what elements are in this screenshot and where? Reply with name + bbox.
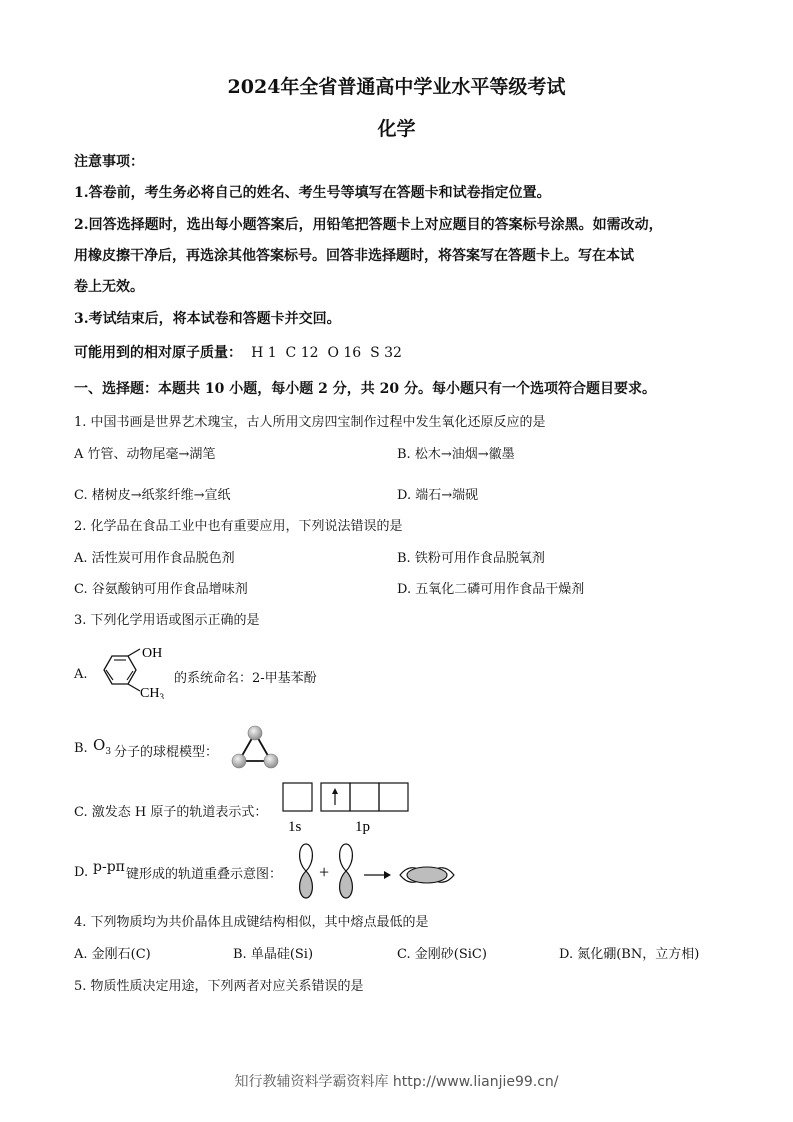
notice-item-2-line-3: 卷上无效。 xyxy=(74,279,144,295)
oh-label: OH xyxy=(142,646,163,661)
q3-stem: 3. 下列化学用语或图示正确的是 xyxy=(74,613,260,628)
q4-option-c: C. 金刚砂(SiC) xyxy=(397,947,487,962)
q2-option-c: C. 谷氨酸钠可用作食品增味剂 xyxy=(74,582,248,597)
q5-stem: 5. 物质性质决定用途，下列两者对应关系错误的是 xyxy=(74,979,364,994)
q3-option-a-text: 的系统命名：2-甲基苯酚 xyxy=(174,671,317,686)
q1-option-c: C. 楮树皮→纸浆纤维→宣纸 xyxy=(74,488,231,503)
q4-option-d: D. 氮化硼(BN，立方相) xyxy=(559,947,700,962)
orbital-box-1p xyxy=(379,783,408,811)
ch3-label: $CH_3$ xyxy=(140,686,164,699)
oxygen-atom xyxy=(264,754,278,768)
subject-title: 化学 xyxy=(377,118,416,140)
notice-item-2-line-2: 用橡皮擦干净后，再选涂其他答案标号。回答非选择题时，将答案写在答题卡上。写在本试 xyxy=(74,248,634,264)
orbital-box-1p xyxy=(350,783,379,811)
spin-up-arrow-icon xyxy=(332,788,338,805)
label-1p: 1p xyxy=(355,819,370,835)
oxygen-atom xyxy=(232,754,246,768)
notice-item-2-line-1: 2.回答选择题时，选出每小题答案后，用铅笔把答题卡上对应题目的答案标号涂黑。如需改动， xyxy=(74,217,663,233)
q3-option-a-label: A. xyxy=(74,667,88,682)
q1-option-a: A 竹管、动物尾毫→湖笔 xyxy=(74,447,216,462)
notice-heading: 注意事项： xyxy=(74,154,144,170)
ozone-ball-stick-model xyxy=(227,722,283,772)
arrow-right-icon xyxy=(364,871,391,879)
q4-option-b: B. 单晶硅(Si) xyxy=(233,947,314,962)
q3-option-c-text: C. 激发态 H 原子的轨道表示式： xyxy=(74,805,268,820)
q1-option-b: B. 松木→油烟→徽墨 xyxy=(397,447,515,462)
atomic-masses-values: H 1 C 12 O 16 S 32 xyxy=(251,345,402,361)
q2-option-d: D. 五氧化二磷可用作食品干燥剂 xyxy=(397,582,585,597)
oxygen-atom xyxy=(248,726,262,740)
methylphenol-structure xyxy=(92,643,172,699)
q3-option-d-text: 键形成的轨道重叠示意图： xyxy=(126,867,283,882)
p-orbital-lobe-icon xyxy=(340,844,353,898)
exam-title: 2024年全省普通高中学业水平等级考试 xyxy=(227,76,566,98)
notice-item-1: 1.答卷前，考生务必将自己的姓名、考生号等填写在答题卡和试卷指定位置。 xyxy=(74,185,551,201)
atomic-masses xyxy=(74,342,402,362)
section-1-heading: 一、选择题：本题共 10 小题，每小题 2 分，共 20 分。每小题只有一个选项符合题目要求。 xyxy=(74,381,656,397)
o3-formula: $O_3$ xyxy=(93,736,112,757)
p-orbital-overlap-diagram xyxy=(294,841,478,901)
q3-option-b-label: B. xyxy=(74,741,88,756)
q1-stem: 1. 中国书画是世界艺术瑰宝，古人所用文房四宝制作过程中发生氧化还原反应的是 xyxy=(74,415,546,430)
p-orbital-lobe-icon xyxy=(300,844,313,898)
plus-sign: + xyxy=(319,862,330,882)
orbital-box-1s xyxy=(283,783,312,811)
orbital-diagram xyxy=(280,781,412,837)
q1-option-d: D. 端石→端砚 xyxy=(397,488,479,503)
notice-item-3: 3.考试结束后，将本试卷和答题卡并交回。 xyxy=(74,311,341,327)
q2-option-b: B. 铁粉可用作食品脱氧剂 xyxy=(397,551,545,566)
label-1s: 1s xyxy=(288,819,302,835)
overlap-orbital-icon xyxy=(400,867,454,883)
p-p-pi-formula: p-pπ xyxy=(93,859,125,875)
q4-option-a: A. 金刚石(C) xyxy=(74,947,151,962)
atomic-masses-label: 可能用到的相对原子质量： xyxy=(74,345,242,361)
q2-stem: 2. 化学品在食品工业中也有重要应用，下列说法错误的是 xyxy=(74,519,403,534)
q3-option-b-text: 分子的球棍模型： xyxy=(114,745,219,760)
q4-stem: 4. 下列物质均为共价晶体且成键结构相似，其中熔点最低的是 xyxy=(74,915,429,930)
q3-option-d-label: D. xyxy=(74,865,89,880)
q2-option-a: A. 活性炭可用作食品脱色剂 xyxy=(74,551,235,566)
footer-watermark: 知行教辅资料学霸资料库 http://www.lianjie99.cn/ xyxy=(234,1074,559,1090)
